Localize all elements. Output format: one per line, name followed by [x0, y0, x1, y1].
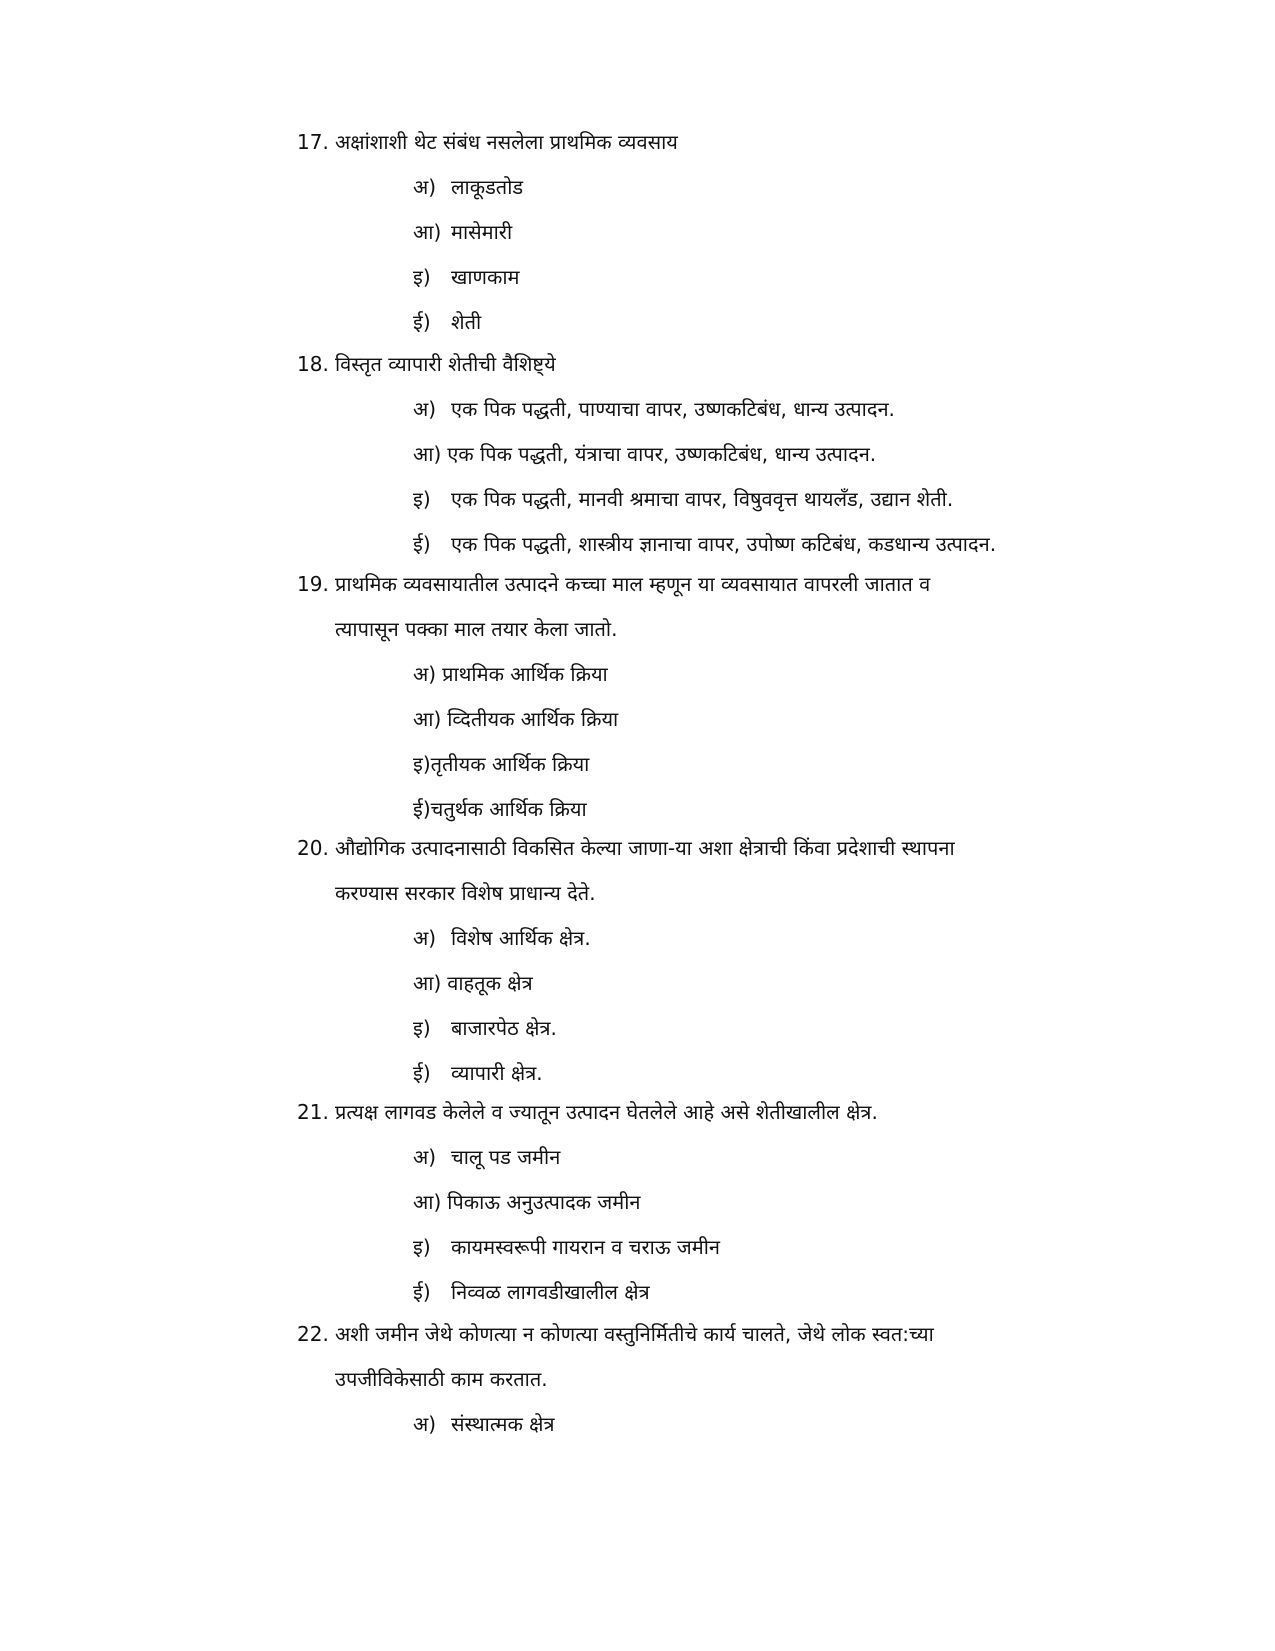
option-label: इ) — [413, 487, 431, 511]
option-text: कायमस्वरूपी गायरान व चराऊ जमीन — [451, 1235, 720, 1259]
option-text: चतुर्थक आर्थिक क्रिया — [430, 797, 587, 821]
question-number: 20. — [297, 836, 329, 860]
question-text-continued — [297, 871, 1097, 916]
option-label: अ) — [413, 175, 437, 199]
option-label: अ) — [413, 1412, 437, 1436]
question-line: औद्योगिक उत्पादनासाठी विकसित केल्या जाणा-या अशा क्षेत्राची किंवा प्रदेशाची स्थापना — [335, 836, 955, 860]
option-label: अ) — [413, 397, 437, 421]
option-text: विशेष आर्थिक क्षेत्र. — [451, 926, 591, 950]
question-21 — [297, 1090, 1097, 1315]
question-text — [297, 562, 1097, 607]
question-text — [297, 120, 1097, 165]
question-line: करण्यास सरकार विशेष प्राधान्य देते. — [335, 881, 596, 905]
option-text: वाहतूक क्षेत्र — [447, 971, 533, 995]
option — [297, 916, 1097, 961]
option-label: आ) — [413, 971, 442, 995]
option-text: तृतीयक आर्थिक क्रिया — [430, 752, 590, 776]
question-18 — [297, 342, 1097, 567]
question-number: 17. — [297, 130, 329, 154]
option-text: शेती — [451, 310, 482, 334]
option — [297, 165, 1097, 210]
question-line: प्राथमिक व्यवसायातील उत्पादने कच्चा माल म्हणून या व्यवसायात वापरली जातात व — [335, 572, 931, 596]
question-text-continued — [297, 1357, 1097, 1402]
option-label: इ) — [413, 752, 431, 776]
option — [297, 477, 1097, 522]
option-text: पिकाऊ अनुउत्पादक जमीन — [447, 1190, 641, 1214]
option-text: एक पिक पद्धती, यंत्राचा वापर, उष्णकटिबंध, धान्य उत्पादन. — [447, 442, 877, 466]
option-label: अ) — [413, 1145, 437, 1169]
question-text — [297, 1312, 1097, 1357]
option — [297, 1180, 1097, 1225]
option-text: निव्वळ लागवडीखालील क्षेत्र — [451, 1280, 650, 1304]
option — [297, 1135, 1097, 1180]
question-line: अशी जमीन जेथे कोणत्या न कोणत्या वस्तुनिर्मितीचे कार्य चालते, जेथे लोक स्वत:च्या — [335, 1322, 934, 1346]
option — [297, 387, 1097, 432]
option-label: ई) — [413, 797, 431, 821]
option — [297, 300, 1097, 345]
option-text: एक पिक पद्धती, मानवी श्रमाचा वापर, विषुववृत्त थायलँड, उद्यान शेती. — [451, 487, 954, 511]
option — [297, 1006, 1097, 1051]
option-label: ई) — [413, 532, 431, 556]
question-19 — [297, 562, 1097, 832]
option — [297, 255, 1097, 300]
option-text: संस्थात्मक क्षेत्र — [451, 1412, 555, 1436]
question-22 — [297, 1312, 1097, 1447]
option-label: ई) — [413, 310, 431, 334]
question-line: प्रत्यक्ष लागवड केलेले व ज्यातून उत्पादन घेतलेले आहे असे शेतीखालील क्षेत्र. — [335, 1100, 878, 1124]
option — [297, 1402, 1097, 1447]
question-line: उपजीविकेसाठी काम करतात. — [335, 1367, 548, 1391]
option-label: ई) — [413, 1061, 431, 1085]
option-text: व्दितीयक आर्थिक क्रिया — [447, 707, 619, 731]
option-text: एक पिक पद्धती, शास्त्रीय ज्ञानाचा वापर, उपोष्ण कटिबंध, कडधान्य उत्पादन. — [451, 532, 997, 556]
option-text: व्यापारी क्षेत्र. — [451, 1061, 543, 1085]
question-number: 22. — [297, 1322, 329, 1346]
option-text: एक पिक पद्धती, पाण्याचा वापर, उष्णकटिबंध, धान्य उत्पादन. — [451, 397, 895, 421]
option — [297, 210, 1097, 255]
option — [297, 432, 1097, 477]
question-20 — [297, 826, 1097, 1096]
question-17 — [297, 120, 1097, 345]
question-text-continued — [297, 607, 1097, 652]
option-label: अ) — [413, 662, 437, 686]
option — [297, 742, 1097, 787]
question-number: 19. — [297, 572, 329, 596]
question-text — [297, 1090, 1097, 1135]
option-text: प्राथमिक आर्थिक क्रिया — [442, 662, 608, 686]
option-label: आ) — [413, 220, 442, 244]
option — [297, 697, 1097, 742]
option-text: मासेमारी — [451, 220, 513, 244]
option-label: ई) — [413, 1280, 431, 1304]
option-text: चालू पड जमीन — [451, 1145, 561, 1169]
option-label: इ) — [413, 1235, 431, 1259]
option-text: लाकूडतोड — [451, 175, 524, 199]
option-label: इ) — [413, 265, 431, 289]
question-line: अक्षांशाशी थेट संबंध नसलेला प्राथमिक व्यवसाय — [335, 130, 678, 154]
option-text: खाणकाम — [451, 265, 520, 289]
option-label: आ) — [413, 442, 442, 466]
question-text — [297, 826, 1097, 871]
question-line: त्यापासून पक्का माल तयार केला जातो. — [335, 617, 618, 641]
option-label: आ) — [413, 1190, 442, 1214]
option — [297, 1225, 1097, 1270]
question-text — [297, 342, 1097, 387]
option-text: बाजारपेठ क्षेत्र. — [451, 1016, 557, 1040]
option — [297, 652, 1097, 697]
question-number: 21. — [297, 1100, 329, 1124]
option-label: इ) — [413, 1016, 431, 1040]
option-label: आ) — [413, 707, 442, 731]
option-label: अ) — [413, 926, 437, 950]
question-number: 18. — [297, 352, 329, 376]
option — [297, 961, 1097, 1006]
option — [297, 1270, 1097, 1315]
option — [297, 522, 1097, 567]
question-line: विस्तृत व्यापारी शेतीची वैशिष्ट्ये — [335, 352, 556, 376]
